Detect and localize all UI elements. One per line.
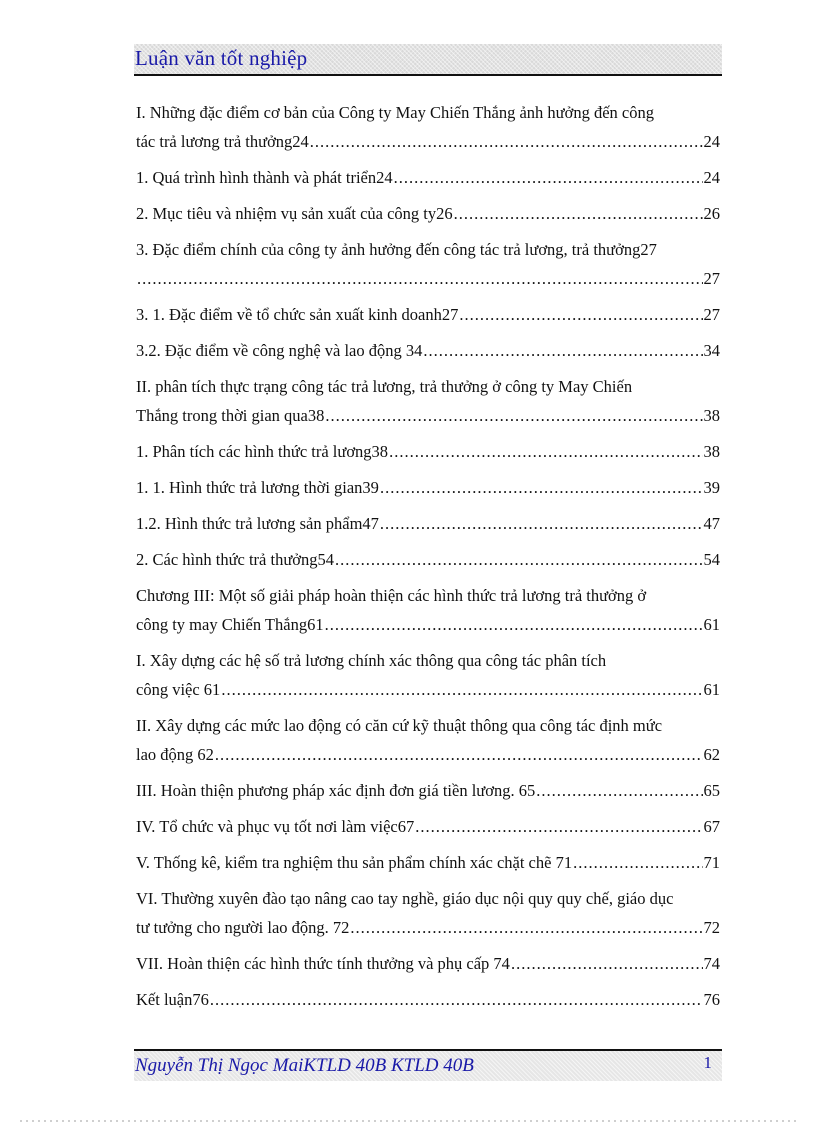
toc-entry[interactable] [136, 545, 720, 574]
toc-page-number: 61 [703, 615, 720, 634]
toc-page-number: 24 [703, 168, 720, 187]
toc-entry-text: 3. 1. Đặc điểm về tổ chức sản xuất kinh doanh27 [136, 305, 459, 324]
toc-entry[interactable] [136, 473, 720, 502]
dot-leader [389, 437, 702, 466]
dot-leader [137, 264, 703, 293]
toc-entry-text: Thắng trong thời gian qua38 [136, 406, 325, 425]
toc-page-number: 39 [703, 478, 720, 497]
toc-entry[interactable] [136, 300, 720, 329]
toc-page-number: 38 [703, 442, 720, 461]
toc-entry[interactable] [136, 372, 720, 430]
toc-entry[interactable] [136, 437, 720, 466]
dot-leader [459, 300, 702, 329]
dot-leader [380, 473, 703, 502]
dot-leader [210, 985, 703, 1014]
toc-entry[interactable] [136, 711, 720, 769]
toc-entry-text: công ty may Chiến Thắng61 [136, 615, 324, 634]
toc-page-number: 76 [703, 990, 720, 1009]
dot-leader [573, 848, 702, 877]
dot-leader [536, 776, 702, 805]
toc-page-number: 47 [703, 514, 720, 533]
toc-entry-text: I. Xây dựng các hệ số trả lương chính xác thông qua công tác phân tích [136, 651, 607, 670]
toc-entry[interactable] [136, 884, 720, 942]
toc-entry[interactable] [136, 949, 720, 978]
page-footer [134, 1049, 722, 1081]
dot-leader [394, 163, 703, 192]
toc-entry[interactable] [136, 509, 720, 538]
dot-leader [325, 401, 702, 430]
toc-page-number: 38 [703, 406, 720, 425]
toc-page-number: 71 [703, 853, 720, 872]
footer-page-number: 1 [703, 1053, 712, 1072]
dot-leader [380, 509, 703, 538]
toc-entry-text: Chương III: Một số giải pháp hoàn thiện các hình thức trả lương trả thưởng ở [136, 586, 647, 605]
toc-entry[interactable] [136, 336, 720, 365]
toc-entry-text: IV. Tổ chức và phục vụ tốt nơi làm việc67 [136, 817, 415, 836]
toc-entry-text: 1. Quá trình hình thành và phát triển24 [136, 168, 393, 187]
toc-entry-text: Kết luận76 [136, 990, 209, 1009]
toc-entry[interactable] [136, 98, 720, 156]
toc-entry-text: công việc 61 [136, 680, 221, 699]
toc-page-number: 54 [703, 550, 720, 569]
toc-entry-text: VII. Hoàn thiện các hình thức tính thưởng và phụ cấp 74 [136, 954, 510, 973]
toc-page-number: 27 [703, 305, 720, 324]
toc-entry-text: tư tưởng cho người lao động. 72 [136, 918, 350, 937]
toc-entry[interactable] [136, 646, 720, 704]
toc-entry-text: 2. Mục tiêu và nhiệm vụ sản xuất của công ty26 [136, 204, 453, 223]
toc-entry-text: 1. Phân tích các hình thức trả lương38 [136, 442, 389, 461]
dot-leader [350, 913, 702, 942]
toc-entry[interactable] [136, 235, 720, 293]
toc-entry-text: 1.2. Hình thức trả lương sản phẩm47 [136, 514, 379, 533]
bottom-divider [20, 1120, 796, 1122]
toc-page-number: 65 [703, 781, 720, 800]
dot-leader [325, 610, 703, 639]
dot-leader [335, 545, 703, 574]
toc-page-number: 74 [703, 954, 720, 973]
toc-page-number: 72 [703, 918, 720, 937]
toc-entry[interactable] [136, 985, 720, 1014]
toc-entry-text: II. Xây dựng các mức lao động có căn cứ kỹ thuật thông qua công tác định mức [136, 716, 663, 735]
toc-entry-text: II. phân tích thực trạng công tác trả lương, trả thưởng ở công ty May Chiến [136, 377, 633, 396]
toc-entry-text: 1. 1. Hình thức trả lương thời gian39 [136, 478, 379, 497]
dot-leader [310, 127, 703, 156]
dot-leader [221, 675, 702, 704]
toc-entry-text: 3.2. Đặc điểm về công nghệ và lao động 34 [136, 341, 423, 360]
toc-page-number: 67 [703, 817, 720, 836]
toc-entry-text: 3. Đặc điểm chính của công ty ảnh hưởng đến công tác trả lương, trả thưởng27 [136, 240, 657, 259]
toc-entry[interactable] [136, 199, 720, 228]
dot-leader [423, 336, 702, 365]
dot-leader [454, 199, 703, 228]
table-of-contents [136, 98, 720, 1021]
dot-leader [215, 740, 703, 769]
toc-page-number: 62 [703, 745, 720, 764]
toc-entry[interactable] [136, 848, 720, 877]
toc-entry-text: VI. Thường xuyên đào tạo nâng cao tay nghề, giáo dục nội quy quy chế, giáo dục [136, 889, 674, 908]
toc-entry-text: tác trả lương trả thưởng24 [136, 132, 309, 151]
toc-entry-text: lao động 62 [136, 745, 214, 764]
toc-page-number: 27 [703, 269, 720, 288]
toc-entry[interactable] [136, 163, 720, 192]
toc-page-number: 34 [703, 341, 720, 360]
toc-entry[interactable] [136, 812, 720, 841]
dot-leader [511, 949, 703, 978]
dot-leader [415, 812, 702, 841]
toc-entry[interactable] [136, 581, 720, 639]
toc-page-number: 61 [703, 680, 720, 699]
footer-author: Nguyễn Thị Ngọc MaiKTLD 40B KTLD 40B [135, 1055, 474, 1076]
header-title: Luận văn tốt nghiệp [135, 46, 308, 70]
page-header [134, 44, 722, 76]
toc-entry-text: I. Những đặc điểm cơ bản của Công ty May Chiến Thắng ảnh hưởng đến công [136, 103, 655, 122]
toc-entry[interactable] [136, 776, 720, 805]
toc-page-number: 26 [703, 204, 720, 223]
toc-entry-text: III. Hoàn thiện phương pháp xác định đơn giá tiền lương. 65 [136, 781, 536, 800]
toc-page-number: 24 [703, 132, 720, 151]
toc-entry-text: 2. Các hình thức trả thưởng54 [136, 550, 334, 569]
toc-entry-text: V. Thống kê, kiểm tra nghiệm thu sản phẩm chính xác chặt chẽ 71 [136, 853, 573, 872]
